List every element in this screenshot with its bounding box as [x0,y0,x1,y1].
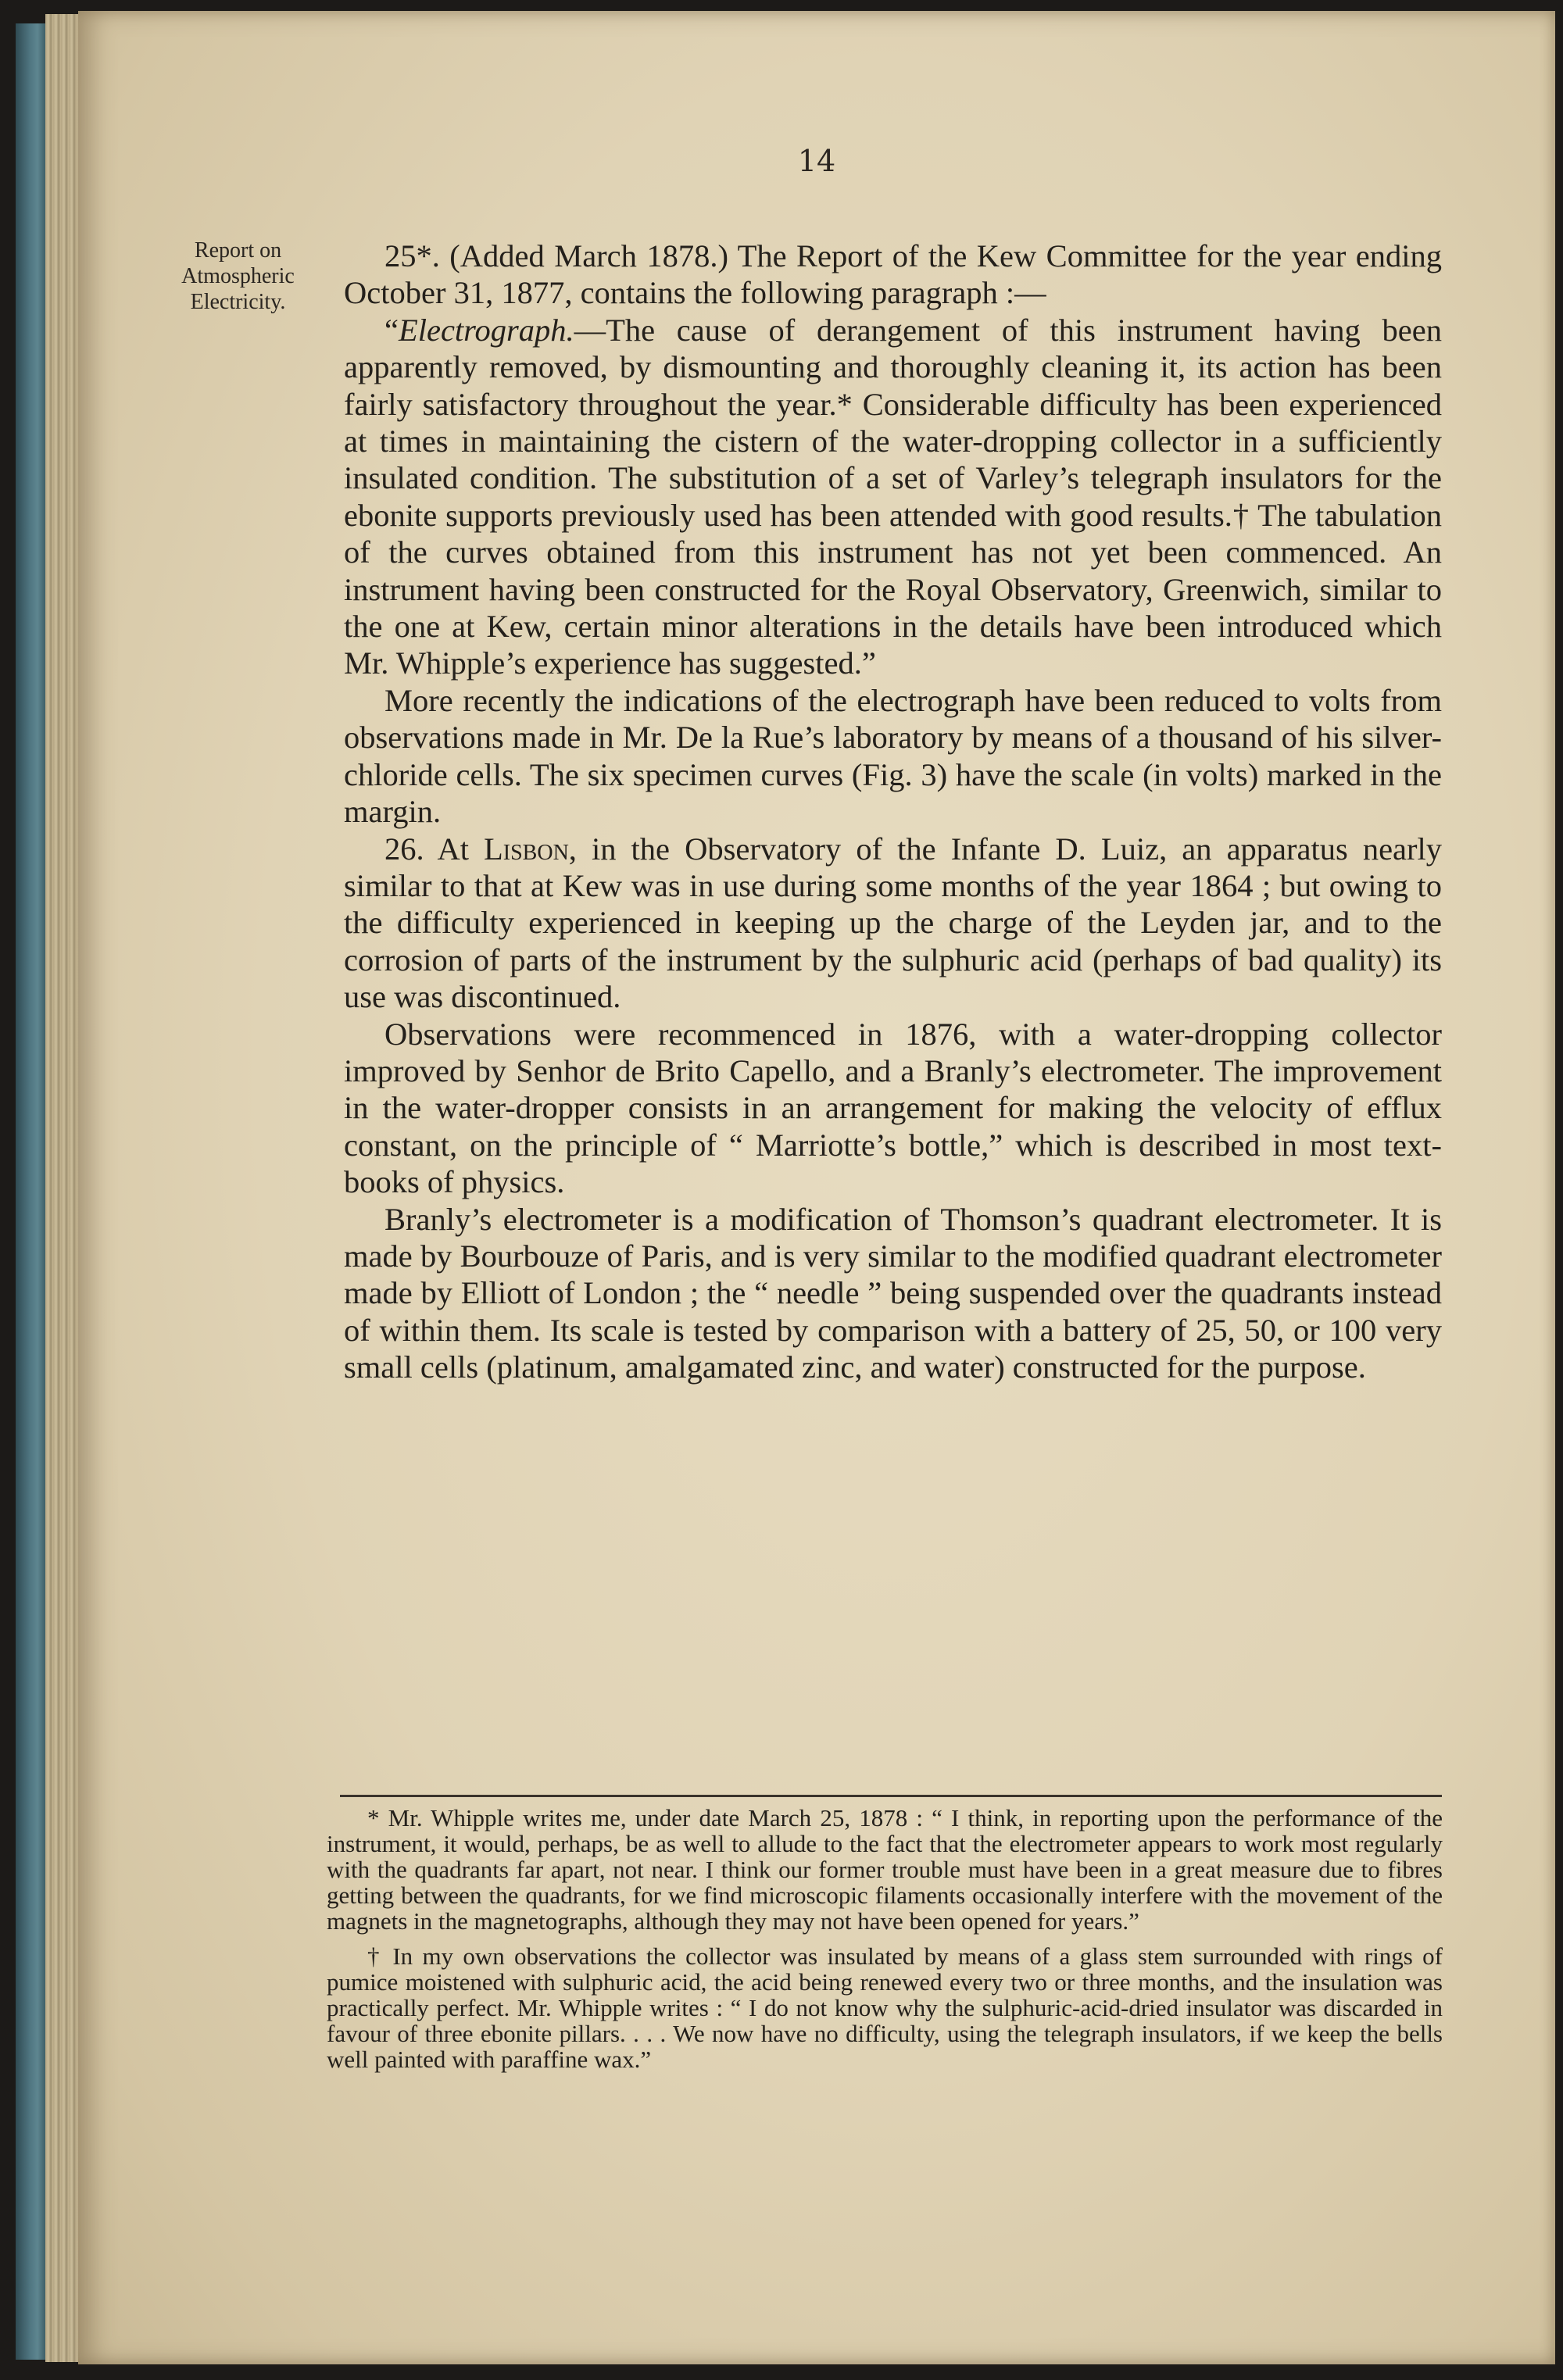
place-name: Lisbon [484,831,569,867]
footnote-asterisk: * Mr. Whipple writes me, under date March 25, 1878 : “ I think, in reporting upon the performance of the instrument, it would, perhaps, be as well to allude to the fact that the electrometer appears to work most regularly with the quadrants far apart, not near. I think our former trouble must have been in a great measure due to fibres getting between the quadrants, for we find microscopic filaments occasionally interfere with the movement of the magnets in the magnetographs, although they may not have been opened for years.” [327,1804,1443,1935]
page-number: 14 [797,144,836,178]
paragraph-recent: More recently the indications of the electrograph have been reduced to volts from observations made in Mr. De la Rue’s laboratory by means of a thousand of his silver-chloride cells. The six specimen curves (Fig. 3) have the scale (in volts) marked in the margin. [344,682,1442,830]
paragraph-26 [344,831,1442,1016]
paragraph-number: 25*. [384,238,440,273]
quoted-paragraph [344,312,1442,682]
margin-note [166,238,310,315]
quoted-title: Electrograph. [398,312,574,348]
open-quote: “ [384,312,399,348]
paragraph-text: (Added March 1878.) The Report of the Kew Committee for the year ending October 31, 1877, contains the following paragraph :— [344,238,1442,311]
footnote-divider [340,1795,1442,1797]
paragraph-text: , in the Observatory of the Infante D. Luiz, an apparatus nearly similar to that at Kew was in use during some months of the year 1864 ; but owing to the difficulty experienced in keeping up the charge of the Leyden jar, and to the corrosion of parts of the instrument by the sulphuric acid (perhaps of bad quality) its use was discontinued. [344,831,1443,1015]
book-spine [16,23,47,2360]
paragraph-text: —The cause of derangement of this instrument having been apparently removed, by dismounting and thoroughly cleaning it, its action has been fairly satisfactory throughout the year.* Considerable difficulty has been experienced at times in maintaining the cistern of the water-dropping collector in a sufficiently insulated condition. The substitution of a set of Varley’s telegraph insulators for the ebonite supports previously used has been attended with good results.† The tabulation of the curves obtained from this instrument has not yet been commenced. An instrument having been constructed for the Royal Observatory, Greenwich, similar to the one at Kew, certain minor alterations in the details have been introduced which Mr. Whipple’s experience has suggested.” [344,312,1442,681]
main-text [344,238,1442,1386]
margin-note-line: Atmospheric [181,264,295,288]
margin-note-line: Report on [194,238,282,263]
paragraph-observations: Observations were recommenced in 1876, with a water-dropping collector improved by Senhor de Brito Capello, and a Branly’s electrometer. The improvement in the water-dropper consists in an arrangement for making the velocity of efflux constant, on the principle of “ Marriotte’s bottle,” which is described in most text-books of physics. [344,1016,1442,1200]
book-page [78,11,1555,2364]
paragraph-number: 26. At [384,831,485,867]
footnotes [327,1805,1443,2072]
paragraph-25 [344,238,1442,312]
footnote-dagger: † In my own observations the collector was insulated by means of a glass stem surrounded with rings of pumice moistened with sulphuric acid, the acid being renewed every two or three months, and the insulation was practically perfect. Mr. Whipple writes : “ I do not know why the sulphuric-acid-dried insulator was discarded in favour of three ebonite pillars. . . . We now have no difficulty, using the telegraph insulators, if we keep the bells well painted with paraffine wax.” [327,1942,1443,2073]
paragraph-electrometer: Branly’s electrometer is a modification of Thomson’s quadrant electrometer. It is made by Bourbouze of Paris, and is very similar to the modified quadrant electrometer made by Elliott of London ; the “ needle ” being suspended over the quadrants instead of within them. Its scale is tested by comparison with a battery of 25, 50, or 100 very small cells (platinum, amalgamated zinc, and water) constructed for the purpose. [344,1201,1442,1385]
margin-note-line: Electricity. [190,290,286,314]
